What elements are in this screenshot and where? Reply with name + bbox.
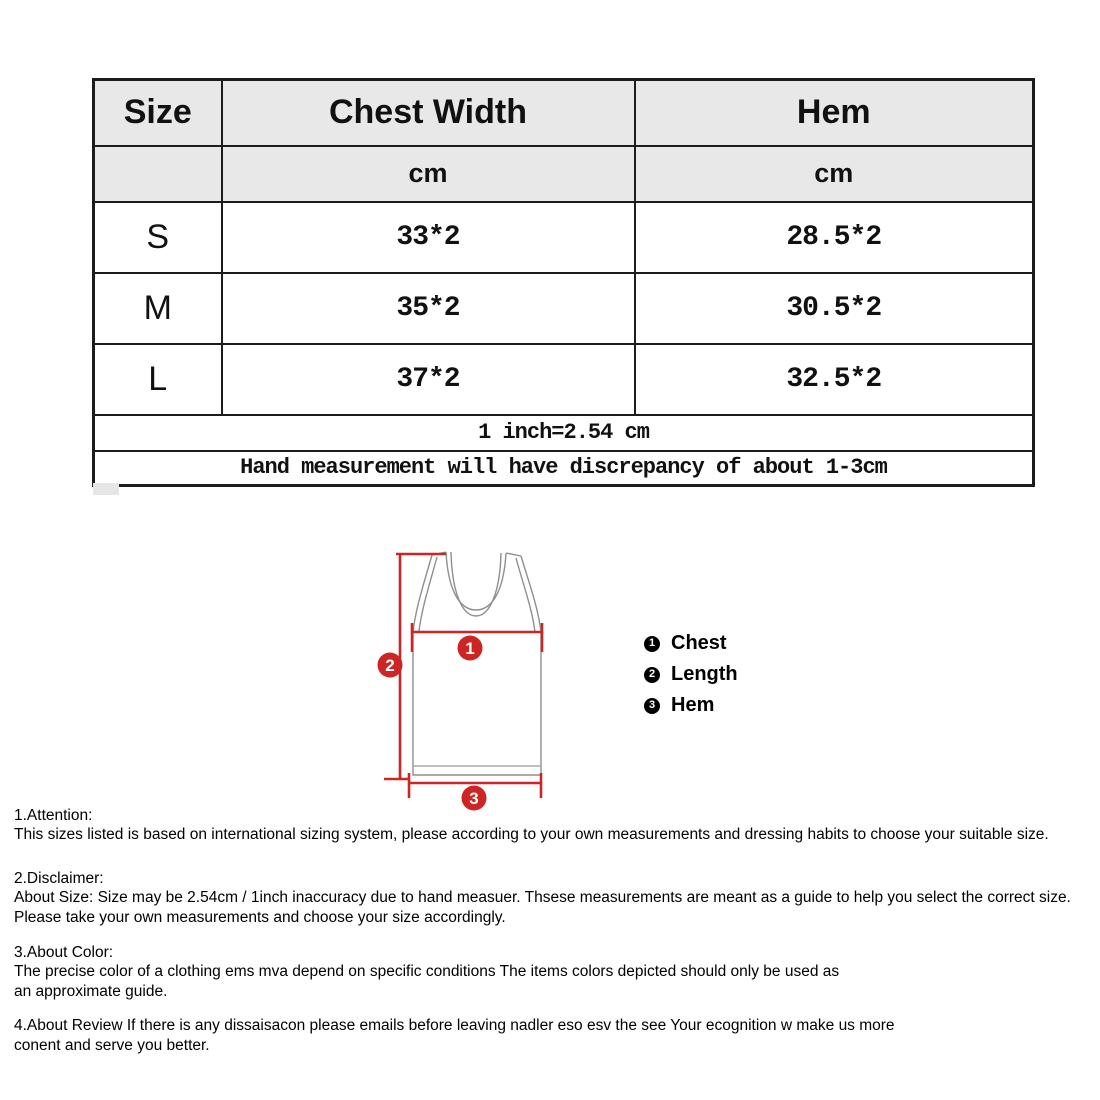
attention-heading: 1.Attention: [14,807,93,824]
about-color-text-line2: an approximate guide. [14,982,168,1000]
measurement-legend [644,628,738,721]
chest-value-m: 35*2 [222,273,635,344]
hem-value-m: 30.5*2 [635,273,1034,344]
disclaimer-text-line2: Please take your own measurements and choose your size accordingly. [14,908,506,926]
circled-1-icon: 1 [644,636,660,652]
chest-badge-number: 1 [465,639,475,658]
unit-cell-blank [94,146,222,202]
scan-artifact [93,483,119,495]
hem-value-s: 28.5*2 [635,202,1034,273]
tank-top-diagram [360,540,560,820]
chest-value-s: 33*2 [222,202,635,273]
column-header-size: Size [94,80,222,146]
table-row [94,273,1034,344]
size-label-l: L [94,344,222,415]
size-label-m: M [94,273,222,344]
about-color-note [14,943,1096,1001]
about-color-text-line1: The precise color of a clothing ems mva depend on specific conditions The items colors depicted should only be used as [14,963,840,981]
column-header-hem: Hem [635,80,1034,146]
notes-section [14,806,1096,1055]
about-review-text-line1: 4.About Review If there is any dissaisacon please emails before leaving nadler eso esv the see Your ecognition w make us more [14,1017,895,1035]
table-note-row [94,451,1034,486]
neckline-inner [451,552,501,616]
column-header-chest: Chest Width [222,80,635,146]
legend-item-hem [644,690,738,721]
attention-text: This sizes listed is based on international sizing system, please according to your own measurements and dressing habits to choose your suitable size. [14,826,1049,844]
about-review-text-line2: conent and serve you better. [14,1036,210,1054]
hem-badge-number: 3 [469,789,479,808]
circled-2-icon: 2 [644,667,660,683]
attention-note [14,806,1096,845]
table-row [94,202,1034,273]
tank-silhouette [413,555,541,775]
hand-measurement-note: Hand measurement will have discrepancy of about 1-3cm [94,451,1034,486]
disclaimer-heading: 2.Disclaimer: [14,869,104,887]
about-color-heading: 3.About Color: [14,944,114,962]
neckline-outer [446,552,506,610]
right-strap-top [506,553,521,556]
circled-3-icon: 3 [644,698,660,714]
legend-item-length [644,659,738,690]
length-badge-number: 2 [385,656,395,675]
disclaimer-text-line1: About Size: Size may be 2.54cm / 1inch inaccuracy due to hand measuer. Thsese measurements are meant as a guide to help you select the correct size. [14,889,1071,907]
table-row [94,344,1034,415]
table-note-row [94,415,1034,451]
size-label-s: S [94,202,222,273]
hem-value-l: 32.5*2 [635,344,1034,415]
legend-item-chest [644,628,738,659]
chest-value-l: 37*2 [222,344,635,415]
legend-label-length: Length [671,663,738,685]
legend-label-chest: Chest [671,632,727,654]
measurement-lines [384,554,542,798]
inch-conversion-note: 1 inch=2.54 cm [94,415,1034,451]
unit-cell-hem: cm [635,146,1034,202]
size-chart-table [92,78,1035,487]
disclaimer-note [14,869,1096,927]
table-header-row [94,80,1034,146]
table-unit-row [94,146,1034,202]
legend-label-hem: Hem [671,694,715,716]
tank-top-outline [413,552,541,775]
about-review-note [14,1016,1096,1055]
unit-cell-chest: cm [222,146,635,202]
